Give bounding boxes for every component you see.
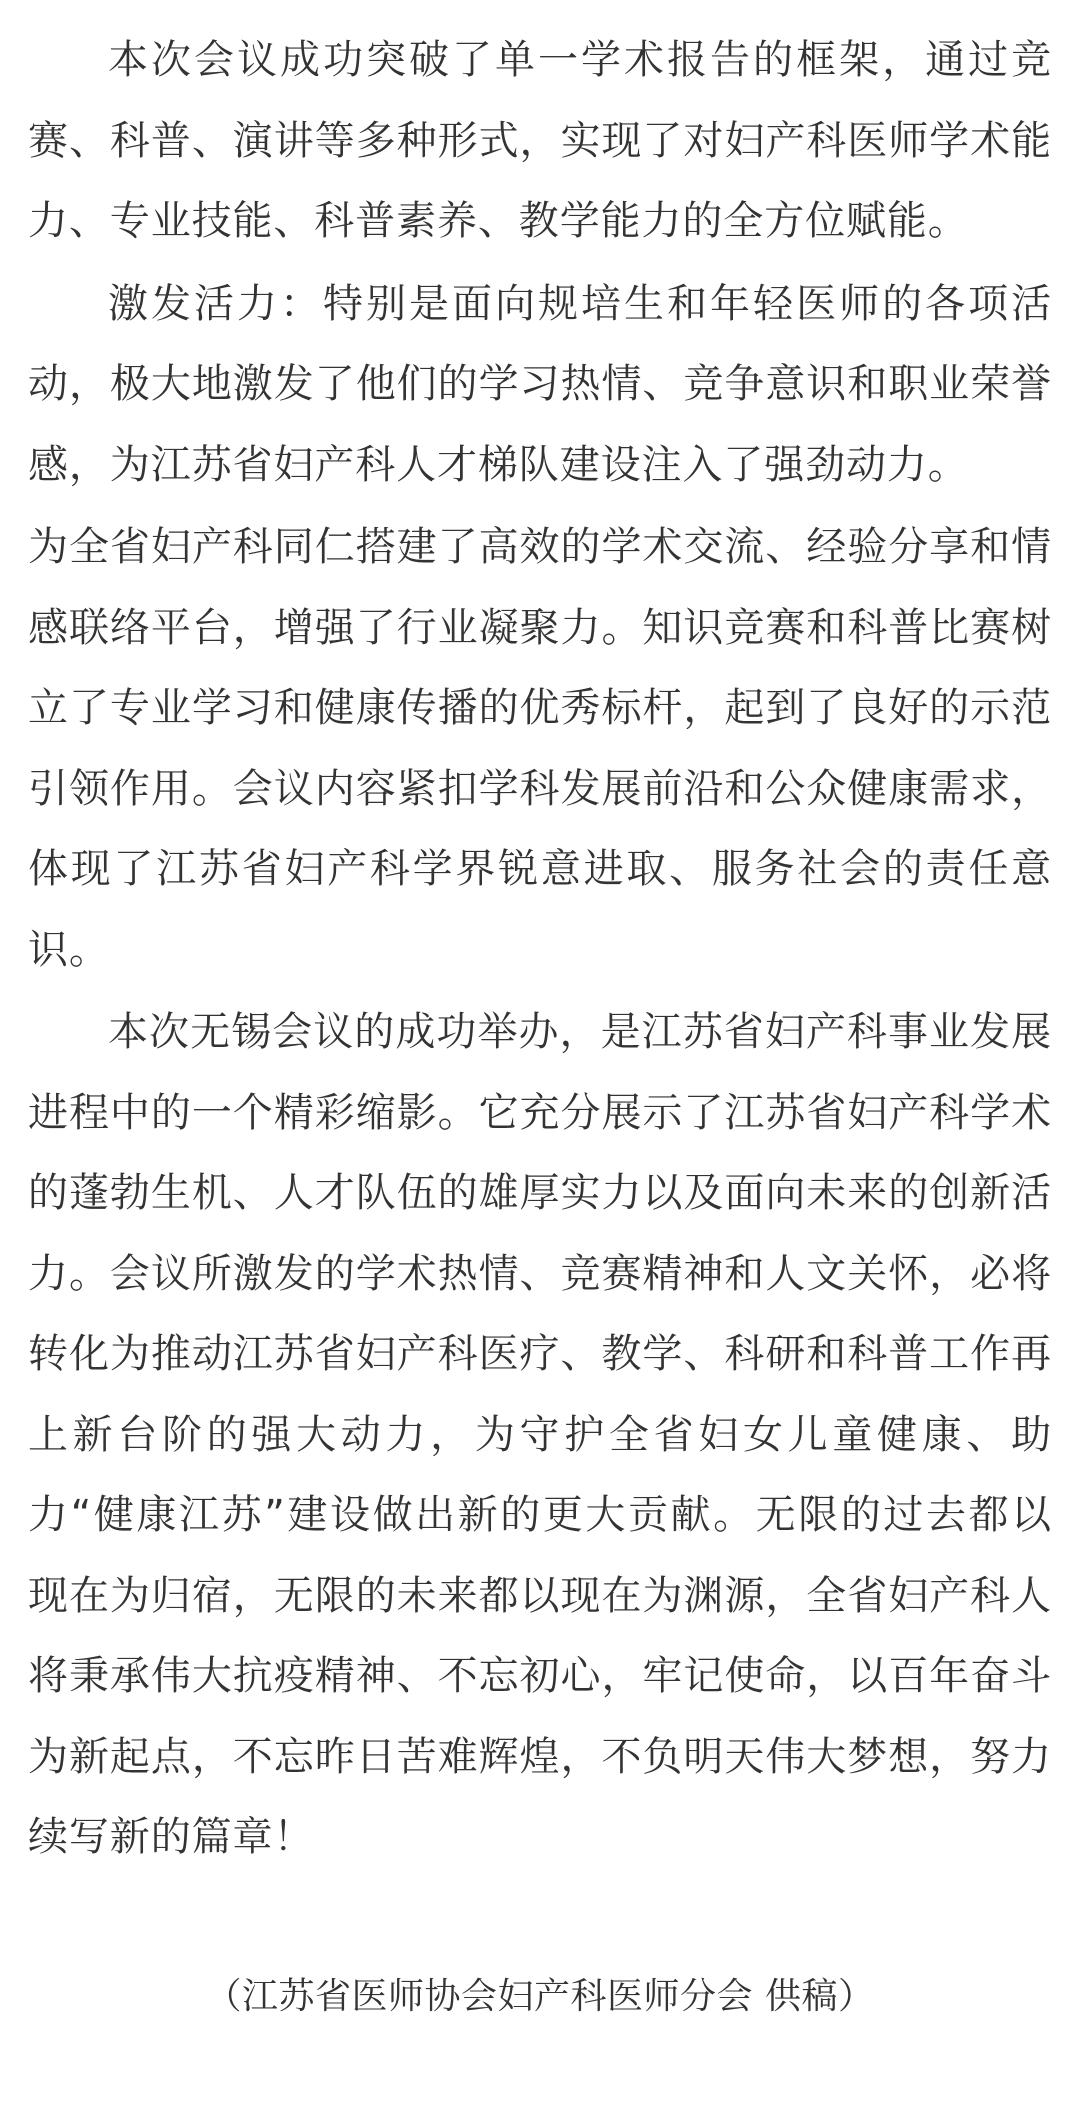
paragraph-conference-breakthrough: 本次会议成功突破了单一学术报告的框架，通过竞赛、科普、演讲等多种形式，实现了对妇产科医师学术能力、专业技能、科普素养、教学能力的全方位赋能。 xyxy=(28,37,1052,244)
article-body xyxy=(28,20,1052,1880)
article-signature: （江苏省医师协会妇产科医师分会 供稿） xyxy=(205,1976,875,2017)
paragraph-exchange-platform: 为全省妇产科同仁搭建了高效的学术交流、经验分享和情感联络平台，增强了行业凝聚力。知识竞赛和科普比赛树立了专业学习和健康传播的优秀标杆，起到了良好的示范引领作用。会议内容紧扣学科发展前沿和公众健康需求，体现了江苏省妇产科学界锐意进取、服务社会的责任意识。 xyxy=(28,524,1052,973)
paragraph-inspire-vitality: 激发活力：特别是面向规培生和年轻医师的各项活动，极大地激发了他们的学习热情、竞争意识和职业荣誉感，为江苏省妇产科人才梯队建设注入了强劲动力。 xyxy=(28,280,1052,488)
paragraph-wuxi-conclusion: 本次无锡会议的成功举办，是江苏省妇产科事业发展进程中的一个精彩缩影。它充分展示了江苏省妇产科学术的蓬勃生机、人才队伍的雄厚实力以及面向未来的创新活力。会议所激发的学术热情、竞赛精神和人文关怀，必将转化为推动江苏省妇产科医疗、教学、科研和科普工作再上新台阶的强大动力，为守护全省妇女儿童健康、助力“健康江苏”建设做出新的更大贡献。无限的过去都以现在为归宿，无限的未来都以现在为渊源，全省妇产科人将秉承伟大抗疫精神、不忘初心，牢记使命，以百年奋斗为新起点，不忘昨日苦难辉煌，不负明天伟大梦想，努力续写新的篇章！ xyxy=(28,1009,1052,1860)
